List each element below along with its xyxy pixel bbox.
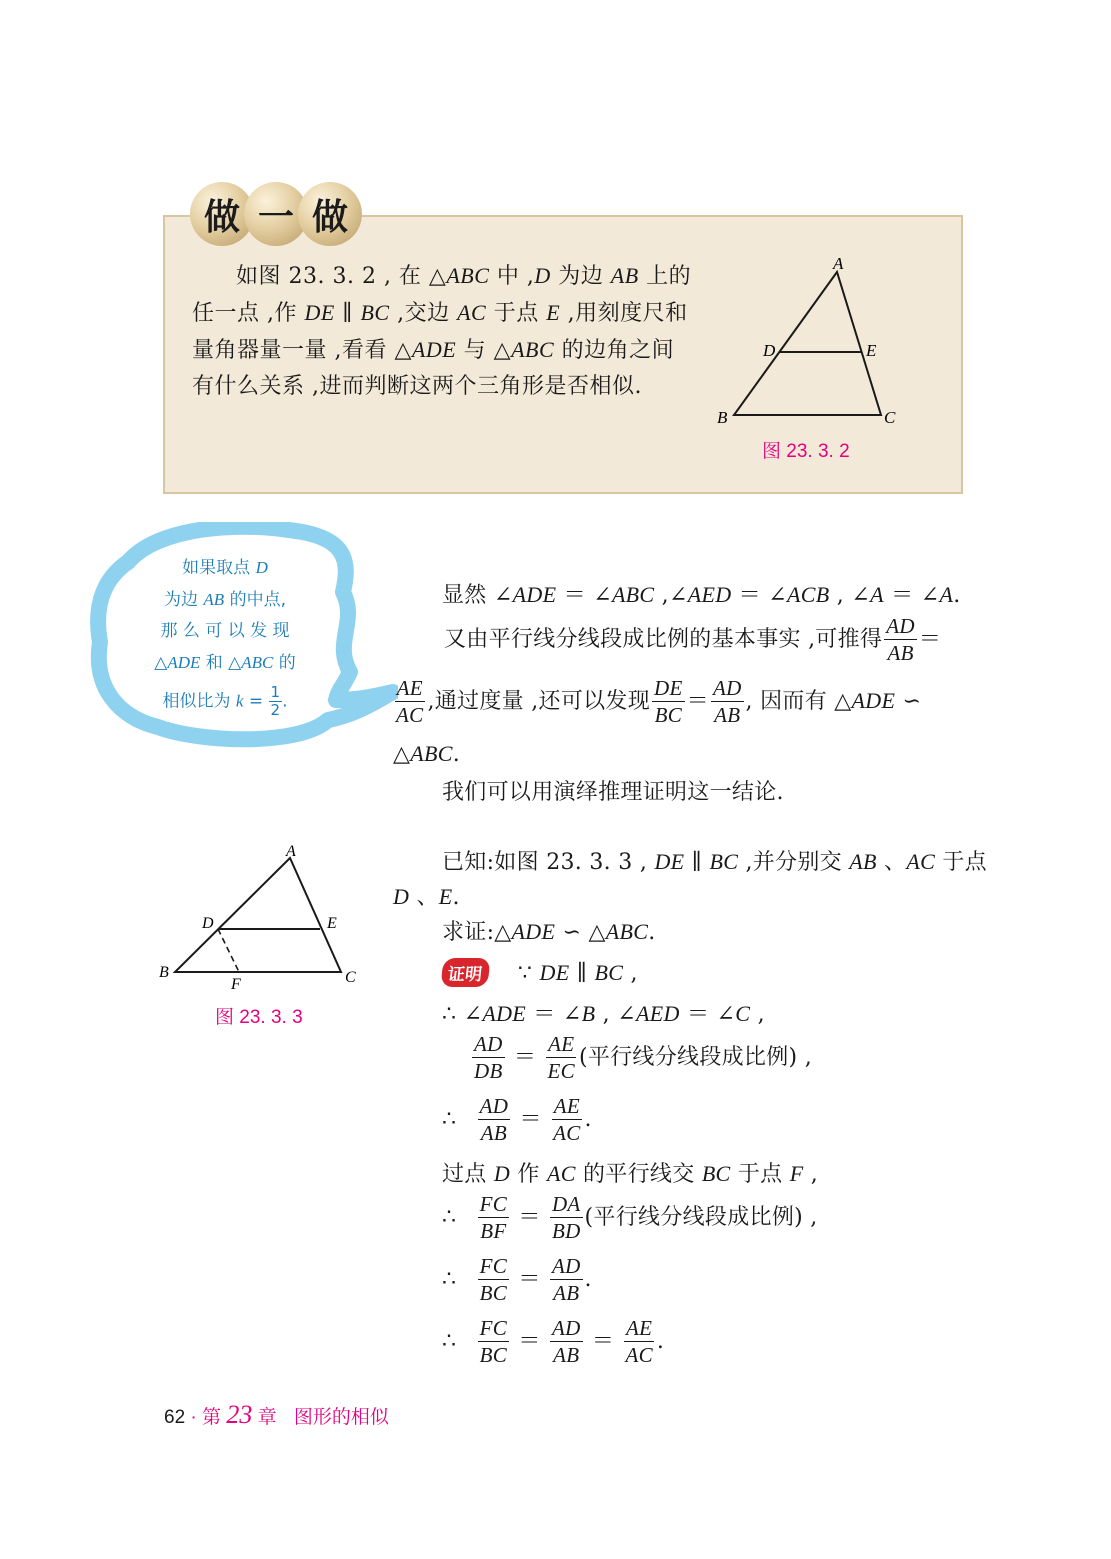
eq-sign: ＝ [591,1329,615,1354]
frac-ad-ab: $\frac{AD}{AB}$ [886,614,915,665]
badge-char-1: 做 [190,182,254,246]
frac-fc-bf: $\frac{FC}{BF}$ [479,1192,508,1243]
frac-fc-bc-2: $\frac{FC}{BC}$ [479,1316,508,1367]
label-a: A [833,254,844,273]
proof-line-6 [442,1194,818,1242]
chapter-prefix: 第 [202,1407,222,1428]
bubble-line-5: 相似比为 k = $\frac{1}{2}$ . [162,683,288,719]
activity-text: 如图 23. 3. 2 , 在 △ABC 中 ,D 为边 AB 上的任一点 ,作 DE ∥ BC ,交边 AC 于点 E ,用刻度尺和量角器量一量 ,看看 △ADE 与 △ABC 的边角之间有什么关系 ,进而判断这两个三角形是否相似. [192,263,692,399]
proof6-tail: (平行线分线段成比例) , [584,1205,818,1230]
label-a: A [286,843,296,860]
line2-text: 又由平行线分线段成比例的基本事实 ,可推得 [444,627,883,652]
bubble-line-2: 为边 AB 的中点, [164,590,286,610]
footer-dot: · [190,1407,197,1428]
proof-line-2: ∴ ∠ADE ＝ ∠B , ∠AED ＝ ∠C , [442,1001,765,1027]
eq-sign: ＝ [518,1205,541,1230]
eq-sign: ＝ [513,1045,537,1070]
frac-ae-ac: $\frac{AE}{AC}$ [396,676,424,727]
proof-badge: 证明 [440,958,490,987]
bubble-text [140,552,310,718]
bubble-line-3: 那 么 可 以 发 现 [160,621,290,641]
frac-ad-ab-3: $\frac{AD}{AB}$ [479,1094,509,1145]
label-d: D [763,341,776,360]
frac-ae-ec: $\frac{AE}{EC}$ [547,1032,575,1083]
eq-sign: ＝ [518,1267,541,1292]
text-line-3 [392,678,921,726]
eq-sign: ＝ [518,1329,541,1354]
therefore-symbol: ∴ [442,1329,457,1354]
figure-23-3-3 [155,840,370,995]
proof-line-8 [442,1318,664,1366]
page-footer [164,1400,389,1430]
therefore-symbol: ∴ [442,1107,457,1132]
prove-line: 求证:△ADE ∽ △ABC. [442,919,656,945]
label-e: E [866,341,877,360]
eq-sign: ＝ [519,1107,542,1132]
frac-ae-ac-3: $\frac{AE}{AC}$ [625,1316,653,1367]
eq-sign: ＝ [918,627,942,652]
figure-caption-1: 图 23. 3. 2 [762,441,850,462]
frac-da-bd: $\frac{DA}{BD}$ [551,1192,581,1243]
proof-line-1 [442,958,638,987]
proof3-tail: (平行线分线段成比例) , [578,1045,812,1070]
frac-de-bc: $\frac{DE}{BC}$ [654,676,683,727]
given-line-1: 已知:如图 23. 3. 3 , DE ∥ BC ,并分别交 AB 、AC 于点 [442,849,987,875]
proof-line-3 [470,1034,812,1082]
text-line-4: △ABC. [393,741,460,767]
label-c: C [345,969,356,986]
period: . [656,1329,665,1354]
frac-ad-ab-4: $\frac{AD}{AB}$ [551,1254,581,1305]
proof1-text: ∵ DE ∥ BC , [517,960,638,986]
chapter-suffix: 章 [257,1407,277,1428]
page-number: 62 [164,1407,186,1428]
label-f: F [231,976,241,993]
text-line-2 [444,616,941,664]
period: . [584,1267,592,1292]
frac-ad-ab-5: $\frac{AD}{AB}$ [551,1316,581,1367]
figure-caption-2: 图 23. 3. 3 [215,1007,303,1028]
activity-badge [190,182,360,252]
chapter-number: 23 [226,1400,253,1429]
frac-fc-bc: $\frac{FC}{BC}$ [479,1254,508,1305]
proof-line-4 [442,1096,592,1144]
label-b: B [159,964,169,981]
bubble-line-1: 如果取点 D [182,558,268,578]
therefore-symbol: ∴ [442,1267,457,1292]
label-b: B [717,408,728,427]
label-c: C [884,408,896,427]
figure-23-3-2 [710,250,910,430]
frac-ad-ab-2: $\frac{AD}{AB}$ [712,676,742,727]
line3-text: ,通过度量 ,还可以发现 [427,689,651,714]
badge-char-2: 一 [244,182,308,246]
chapter-title: 图形的相似 [293,1407,389,1428]
period: . [584,1107,592,1132]
text-line-1: 显然 ∠ADE ＝ ∠ABC ,∠AED ＝ ∠ACB , ∠A ＝ ∠A. [442,582,961,608]
frac-ad-db: $\frac{AD}{DB}$ [474,1032,503,1083]
therefore-symbol: ∴ [442,1205,457,1230]
frac-ae-ac-2: $\frac{AE}{AC}$ [553,1094,581,1145]
text-line-5: 我们可以用演绎推理证明这一结论. [442,780,784,805]
proof-line-7 [442,1256,592,1304]
label-d: D [202,915,214,932]
proof-line-5: 过点 D 作 AC 的平行线交 BC 于点 F , [442,1161,819,1187]
line3-tail: , 因而有 △ADE ∽ [745,688,922,714]
label-e: E [327,915,337,932]
given-line-2: D 、E. [393,884,460,910]
badge-char-3: 做 [298,182,362,246]
eq-sign: ＝ [686,689,709,714]
bubble-line-4: △ADE 和 △ABC 的 [154,653,296,673]
